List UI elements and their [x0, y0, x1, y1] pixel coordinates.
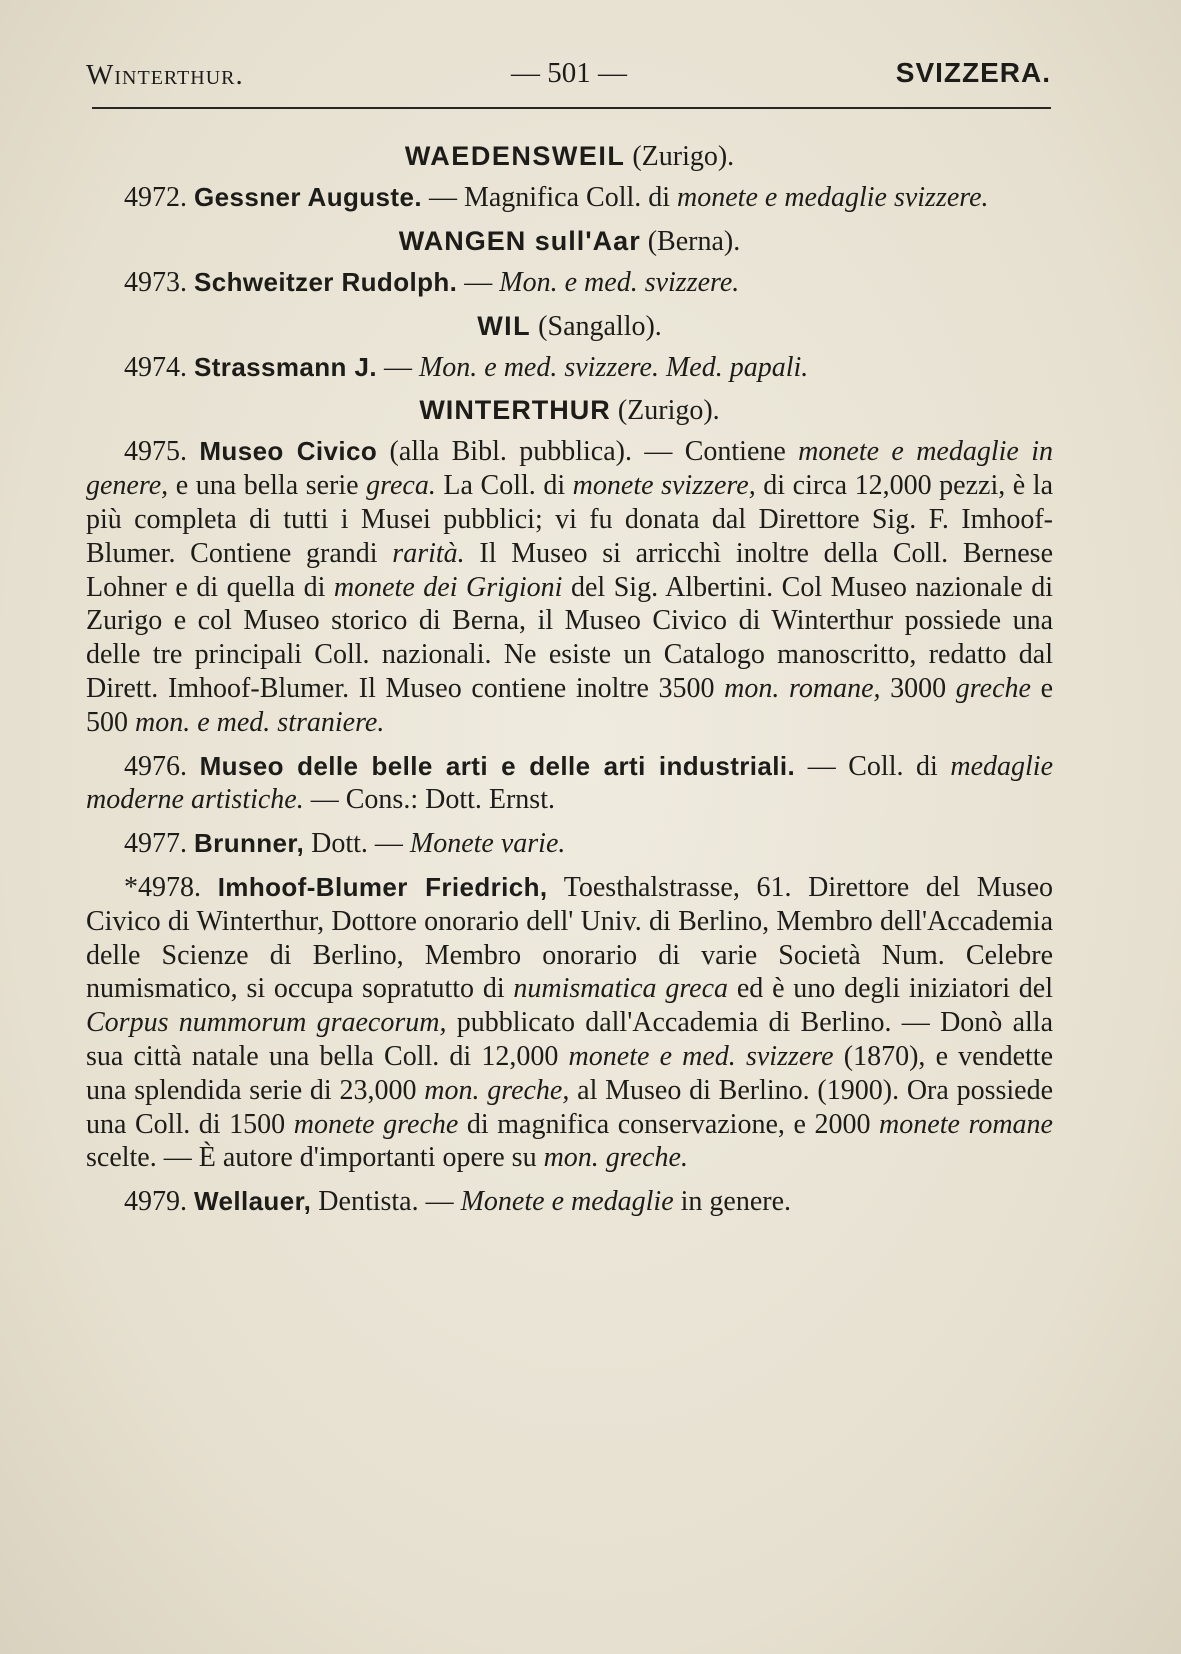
section-heading-wangen [86, 221, 1053, 262]
entry-name: Schweitzer Rudolph. [194, 266, 458, 297]
entry-number: 4972. [124, 182, 187, 213]
running-header [86, 55, 1051, 103]
entry-name: Imhoof-Blumer Friedrich, [217, 871, 548, 902]
place-region: (Sangallo). [538, 310, 662, 342]
page-body [86, 130, 1053, 1219]
place-name: WAEDENSWEIL [404, 141, 626, 171]
entry-text: di circa 12,000 pezzi, è la più completa di tutti i Musei pubblici; vi fu donata dal Direttore Sig. F. Imhoof-Blumer. Contiene grandi [86, 470, 1054, 569]
entry-text: (1870), e vendette una splendida serie di 23,000 [86, 1040, 1054, 1106]
entry-italic: numismatica greca [513, 973, 729, 1005]
entry-name: Museo Civico [199, 436, 378, 467]
entry-4978 [86, 871, 1053, 1175]
entry-number: 4975. [124, 436, 187, 468]
entry-text: scelte. — È autore d'importanti opere su [86, 1142, 544, 1174]
entry-text: (alla Bibl. pubblica). — Contiene [377, 436, 799, 468]
entry-4977 [86, 827, 1053, 861]
entry-number: 4974. [124, 351, 187, 383]
header-rule [92, 107, 1051, 109]
place-name: WINTERTHUR [419, 395, 611, 426]
entry-text: — Cons.: Dott. Ernst. [303, 784, 555, 816]
entry-italic: mon. greche, [424, 1074, 570, 1106]
entry-italic: mon. e med. straniere. [135, 706, 385, 738]
entry-text: 3000 [880, 672, 956, 704]
header-left-place: Winterthur. [86, 59, 244, 91]
entry-number: 4979. [124, 1186, 187, 1218]
page-number: — 501 — [511, 57, 627, 89]
entry-4972 [86, 181, 1053, 215]
entry-italic: rarità. [392, 537, 465, 569]
entry-italic: monete svizzere, [572, 470, 756, 502]
entry-italic: monete e medaglie in genere, [86, 436, 1053, 502]
entry-4976 [86, 750, 1053, 818]
entry-italic: monete romane [879, 1108, 1053, 1140]
entry-4979 [86, 1185, 1053, 1219]
section-heading-wil [86, 306, 1053, 347]
entry-text: e una bella serie [168, 470, 367, 502]
entry-text: del Sig. Albertini. Col Museo nazionale di Zurigo e col Museo storico di Berna, il Museo Civico di Winterthur possiede una delle tre principali Coll. nazionali. Ne esiste un Catalogo manoscritto, redatto dal Dirett. Imhoof-Blumer. Il Museo contiene inoltre 3500 [86, 571, 1053, 704]
entry-italic: monete greche [293, 1108, 459, 1140]
entry-text: e 500 [86, 672, 1053, 738]
entry-4973 [86, 266, 1053, 300]
entry-italic: mon. romane, [724, 672, 881, 704]
entry-name: Gessner Auguste. [194, 182, 422, 212]
entry-text: — Magnifica Coll. di [421, 182, 678, 213]
entry-text: — [457, 266, 500, 298]
place-region: (Berna). [647, 225, 741, 257]
entry-text: Il Museo si arricchì inoltre della Coll. Bernese Lohner e di quella di [86, 537, 1053, 603]
entry-text: Dott. — [304, 828, 410, 860]
entry-italic: monete e med. svizzere [568, 1040, 834, 1072]
entry-text: La Coll. di [435, 470, 573, 502]
entry-name: Brunner, [194, 828, 305, 859]
entry-text: pubblicato dall'Accademia di Berlino. — Donò alla sua città natale una bella Coll. di 12,000 [86, 1007, 1053, 1072]
entry-4974 [86, 351, 1053, 385]
entry-italic: Monete varie. [409, 828, 566, 860]
entry-number: 4973. [124, 266, 187, 298]
entry-text: al Museo di Berlino. (1900). Ora possiede una Coll. di 1500 [86, 1074, 1054, 1140]
entry-italic: Mon. e med. svizzere. [499, 266, 740, 298]
entry-number: 4976. [124, 750, 187, 782]
place-region: (Zurigo). [617, 395, 720, 427]
entry-italic: Monete e medaglie [460, 1186, 674, 1218]
entry-italic: Corpus nummorum graecorum, [86, 1007, 447, 1039]
entry-text: Toesthalstrasse, 61. Direttore del Museo Civico di Winterthur, Dottore onorario dell' Univ. di Berlino, Membro dell'Accademia delle Scienze di Berlino, Membro onorario di varie Società Num. Celebre numismatico, si occupa sopratutto di [86, 871, 1054, 1005]
entry-name: Wellauer, [194, 1186, 312, 1217]
entry-text: in genere. [673, 1186, 792, 1218]
entry-name: Museo delle belle arti e delle arti industriali. [199, 750, 796, 781]
place-region: (Zurigo). [632, 141, 735, 172]
entry-italic: Mon. e med. svizzere. Med. papali. [418, 351, 809, 383]
entry-italic: mon. greche. [543, 1142, 688, 1174]
entry-italic: monete e medaglie svizzere. [677, 182, 989, 213]
header-country: SVIZZERA. [895, 57, 1051, 88]
entry-number: 4977. [124, 828, 187, 860]
entry-name: Strassmann J. [194, 351, 377, 382]
entry-text: — Coll. di [795, 750, 951, 782]
section-heading-winterthur [86, 390, 1053, 431]
entry-text: ed è uno degli iniziatori del [728, 973, 1053, 1005]
place-name: WANGEN sull'Aar [398, 225, 641, 256]
entry-4975 [86, 435, 1053, 739]
entry-number: *4978. [124, 871, 201, 903]
section-heading-waedensweil [86, 136, 1053, 177]
place-name: WIL [477, 310, 532, 341]
entry-italic: greca. [366, 470, 436, 502]
entry-italic: greche [955, 672, 1031, 704]
entry-text: di magnifica conservazione, e 2000 [458, 1108, 880, 1140]
entry-text: Dentista. — [311, 1186, 461, 1218]
entry-text: — [376, 351, 419, 383]
entry-italic: medaglie moderne artistiche. [86, 750, 1054, 816]
entry-italic: monete dei Grigioni [333, 571, 563, 603]
